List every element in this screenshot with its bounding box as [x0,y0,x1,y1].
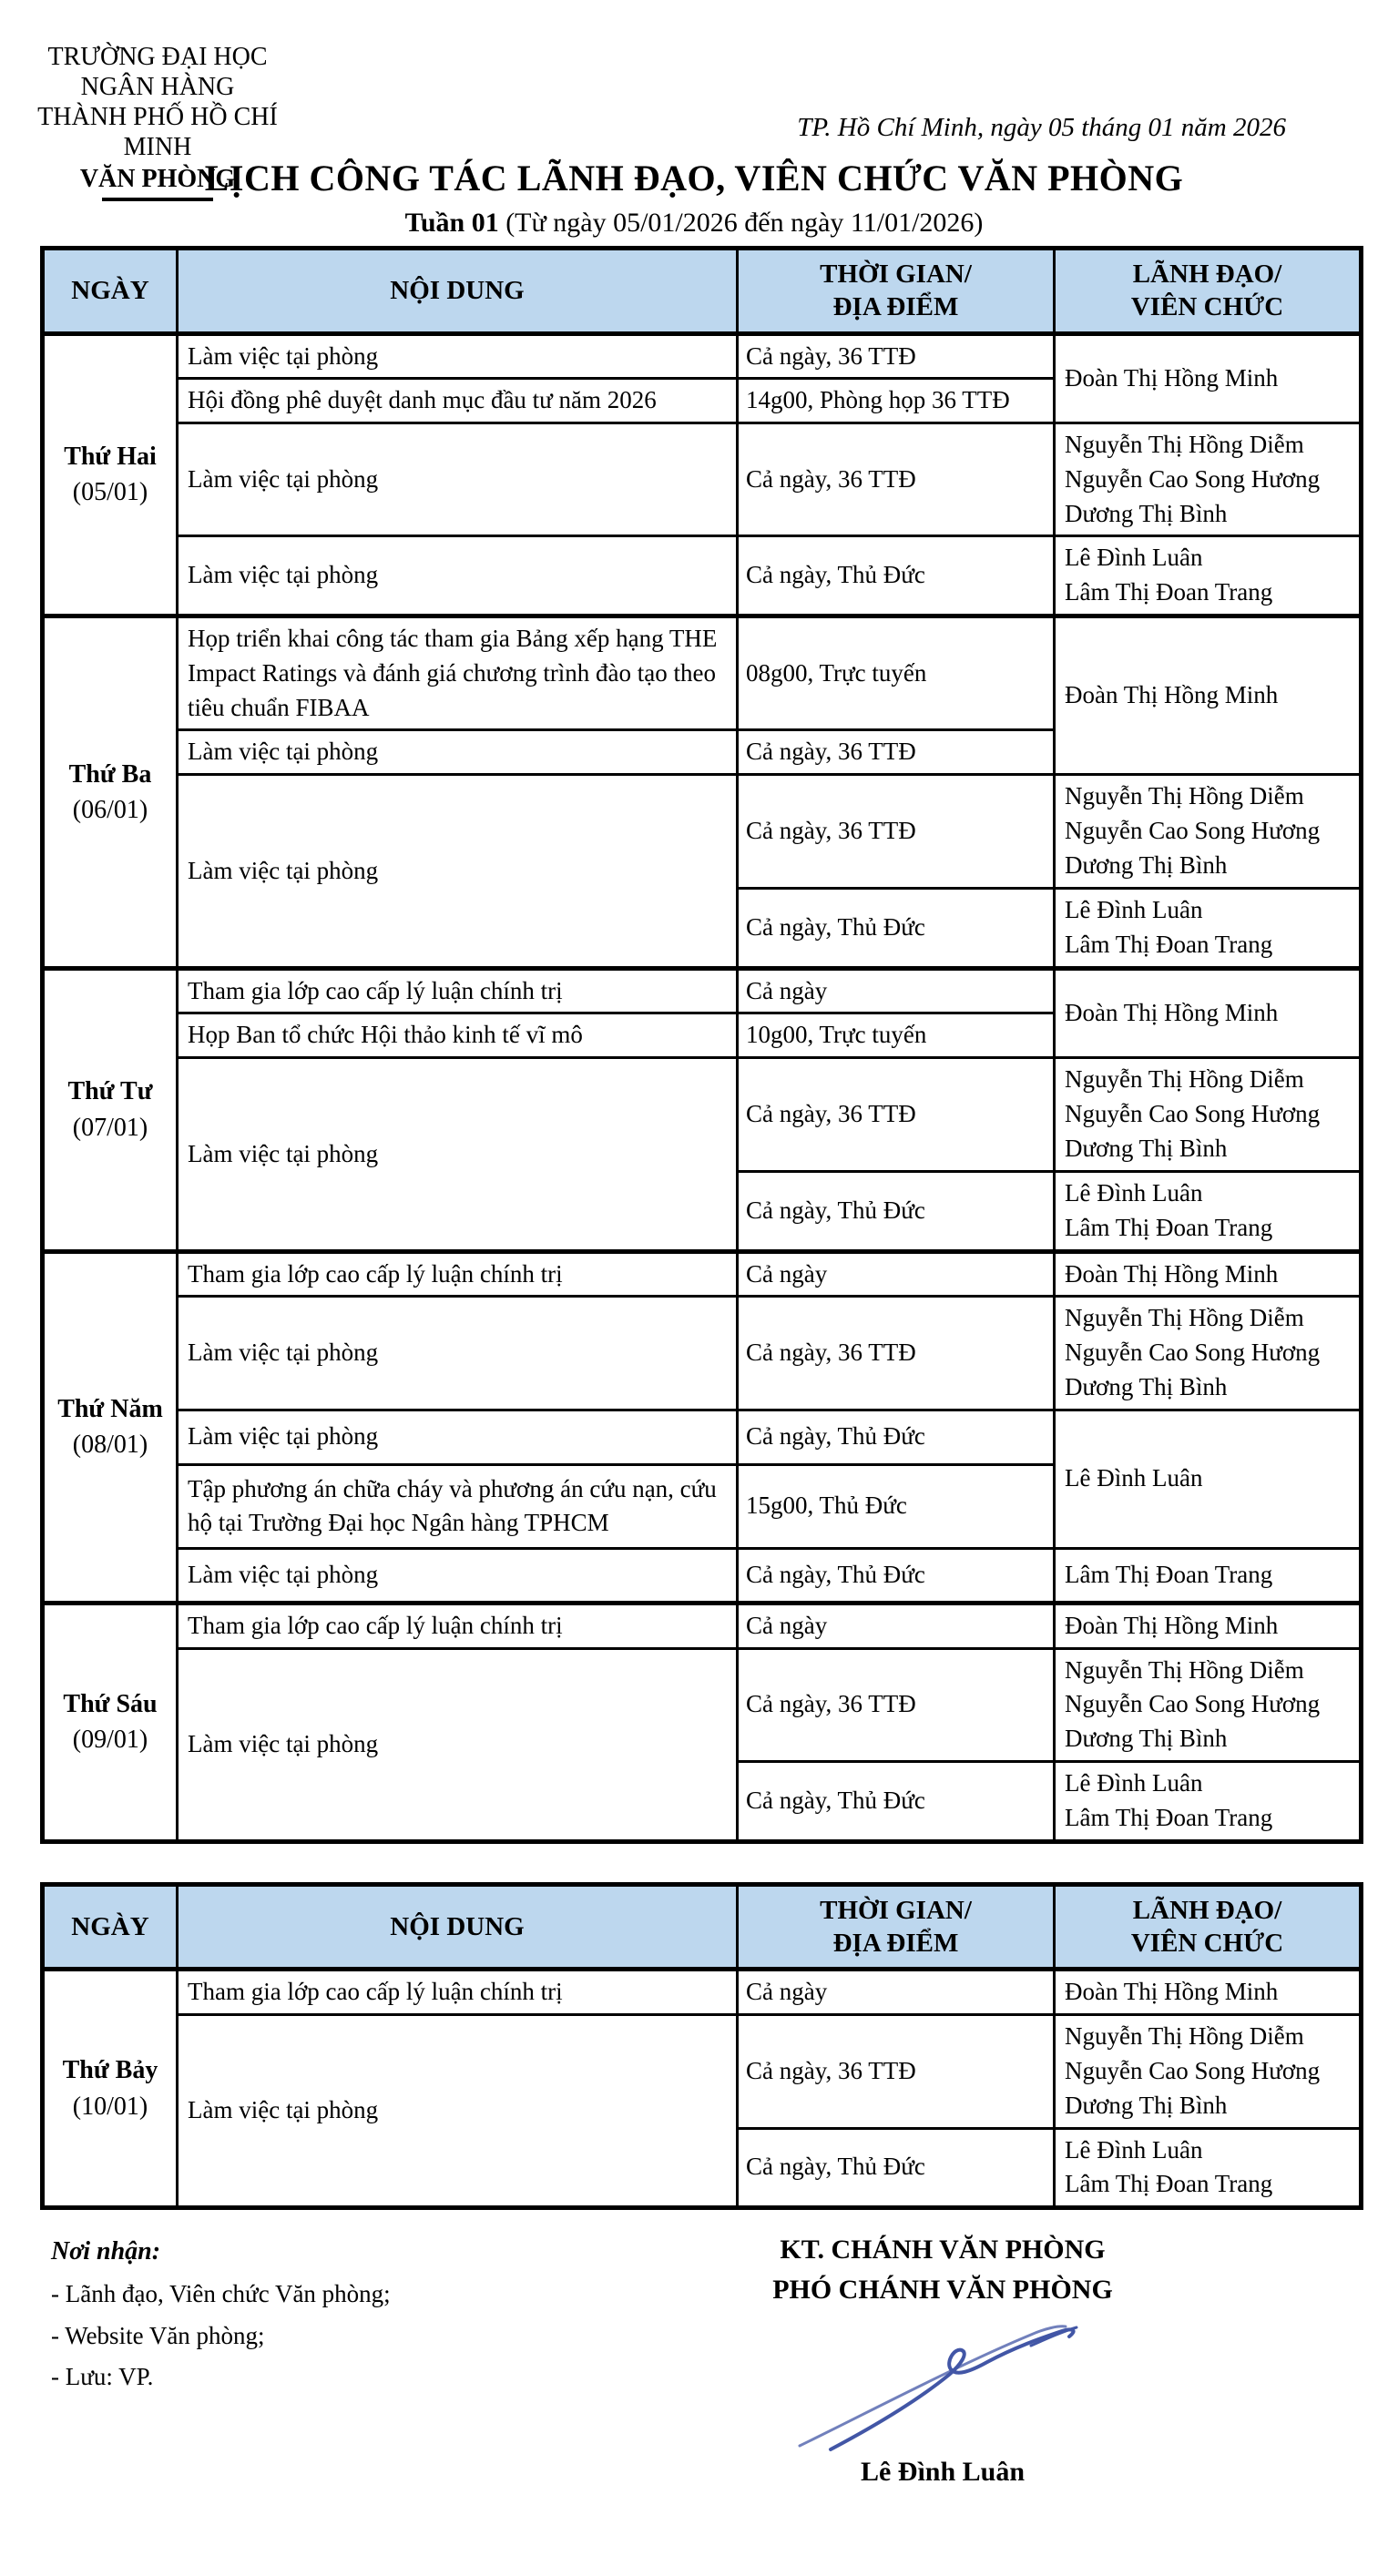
cell-staff: Nguyễn Thị Hồng Diễm Nguyễn Cao Song Hương Dương Thị Bình [1055,1297,1362,1410]
cell-time: Cả ngày, 36 TTĐ [738,775,1055,888]
header-row [43,1884,1362,1970]
cell-staff: Lê Đình Luân Lâm Thị Đoan Trang [1055,1171,1362,1251]
table-row [43,1410,1362,1464]
column-header: NGÀY [43,1884,178,1970]
column-header: LÃNH ĐẠO/ VIÊN CHỨC [1055,249,1362,334]
column-header: NỘI DUNG [178,1884,738,1970]
cell-day [43,968,178,1251]
org-line-3: VĂN PHÒNG [79,165,236,194]
cell-time: Cả ngày, Thủ Đức [738,1762,1055,1842]
table-row [43,1297,1362,1410]
table-row [43,1648,1362,1761]
recipient-item: - Lưu: VP. [51,2363,154,2391]
table-row [43,616,1362,730]
cell-content: Làm việc tại phòng [178,333,738,379]
signer-role-2: PHÓ CHÁNH VĂN PHÒNG [772,2274,1113,2305]
recipients-title: Nơi nhận: [51,2237,161,2266]
cell-time: Cả ngày, Thủ Đức [738,888,1055,968]
cell-content: Làm việc tại phòng [178,775,738,968]
column-header: NỘI DUNG [178,249,738,334]
cell-staff: Đoàn Thị Hồng Minh [1055,1251,1362,1297]
cell-time: Cả ngày, Thủ Đức [738,1410,1055,1464]
cell-staff: Lê Đình Luân [1055,1410,1362,1548]
cell-time: Cả ngày, 36 TTĐ [738,423,1055,536]
cell-staff: Nguyễn Thị Hồng Diễm Nguyễn Cao Song Hương Dương Thị Bình [1055,423,1362,536]
cell-staff: Đoàn Thị Hồng Minh [1055,333,1362,423]
cell-time: Cả ngày, 36 TTĐ [738,730,1055,775]
table-row [43,1970,1362,2015]
table-row [43,1251,1362,1297]
day-date: (06/01) [72,795,148,824]
table-row [43,2015,1362,2128]
cell-time: Cả ngày, Thủ Đức [738,1548,1055,1603]
schedule-table-saturday [40,1882,1363,2210]
document-title: LỊCH CÔNG TÁC LÃNH ĐẠO, VIÊN CHỨC VĂN PHÒNG [204,158,1184,199]
table-row [43,1603,1362,1648]
day-date: (08/01) [72,1431,148,1460]
table-row [43,968,1362,1013]
day-name: Thứ Tư [67,1077,153,1106]
schedule-table-weekdays [40,246,1363,1844]
cell-staff: Lê Đình Luân Lâm Thị Đoan Trang [1055,888,1362,968]
cell-day [43,333,178,616]
cell-content: Tham gia lớp cao cấp lý luận chính trị [178,1251,738,1297]
cell-staff: Lê Đình Luân Lâm Thị Đoan Trang [1055,1762,1362,1842]
cell-time: Cả ngày, 36 TTĐ [738,2015,1055,2128]
cell-content: Làm việc tại phòng [178,730,738,775]
cell-time: 14g00, Phòng họp 36 TTĐ [738,379,1055,423]
day-name: Thứ Sáu [63,1690,158,1719]
recipients-block [51,2230,1388,2398]
cell-time: 10g00, Trực tuyến [738,1013,1055,1058]
table-row [43,1058,1362,1171]
cell-day [43,1603,178,1841]
recipient-item: - Website Văn phòng; [51,2321,265,2349]
cell-day [43,1251,178,1603]
cell-time: Cả ngày [738,1970,1055,2015]
document-subtitle [0,208,1388,239]
cell-time: Cả ngày, 36 TTĐ [738,1648,1055,1761]
issue-date-line: TP. Hồ Chí Minh, ngày 05 tháng 01 năm 2026 [797,113,1286,142]
cell-content: Tham gia lớp cao cấp lý luận chính trị [178,968,738,1013]
cell-time: 08g00, Trực tuyến [738,616,1055,730]
day-name: Thứ Bảy [62,2056,158,2085]
recipient-item: - Lãnh đạo, Viên chức Văn phòng; [51,2279,391,2307]
cell-time: Cả ngày [738,968,1055,1013]
signer-role-1: KT. CHÁNH VĂN PHÒNG [780,2235,1106,2265]
table-row [43,775,1362,888]
day-date: (05/01) [72,478,148,507]
cell-time: Cả ngày, 36 TTĐ [738,1297,1055,1410]
cell-day [43,616,178,969]
cell-time: Cả ngày, 36 TTĐ [738,333,1055,379]
table-row [43,333,1362,379]
day-name: Thứ Ba [68,759,152,789]
cell-time: Cả ngày, 36 TTĐ [738,1058,1055,1171]
signer-name: Lê Đình Luân [860,2457,1026,2488]
cell-content: Làm việc tại phòng [178,1297,738,1410]
cell-content: Tập phương án chữa cháy và phương án cứu nạn, cứu hộ tại Trường Đại học Ngân hàng TPHCM [178,1464,738,1548]
cell-content: Làm việc tại phòng [178,1410,738,1464]
table-row [43,1548,1362,1603]
cell-day [43,1970,178,2208]
cell-staff: Đoàn Thị Hồng Minh [1055,1970,1362,2015]
cell-staff: Lâm Thị Đoan Trang [1055,1548,1362,1603]
cell-staff: Nguyễn Thị Hồng Diễm Nguyễn Cao Song Hương Dương Thị Bình [1055,1058,1362,1171]
cell-content: Họp triển khai công tác tham gia Bảng xếp hạng THE Impact Ratings và đánh giá chương trình đào tạo theo tiêu chuẩn FIBAA [178,616,738,730]
column-header: THỜI GIAN/ ĐỊA ĐIỂM [738,1884,1055,1970]
org-line-1: TRƯỜNG ĐẠI HỌC NGÂN HÀNG [47,43,268,102]
signature-block [747,2230,1138,2488]
cell-content: Tham gia lớp cao cấp lý luận chính trị [178,1970,738,2015]
cell-content: Làm việc tại phòng [178,1548,738,1603]
cell-content: Tham gia lớp cao cấp lý luận chính trị [178,1603,738,1648]
cell-staff: Đoàn Thị Hồng Minh [1055,1603,1362,1648]
cell-content: Làm việc tại phòng [178,1058,738,1251]
cell-time: Cả ngày, Thủ Đức [738,1171,1055,1251]
cell-content: Hội đồng phê duyệt danh mục đầu tư năm 2026 [178,379,738,423]
cell-time: 15g00, Thủ Đức [738,1464,1055,1548]
day-date: (09/01) [72,1726,148,1755]
day-date: (07/01) [72,1113,148,1142]
day-name: Thứ Hai [64,443,157,472]
letterhead [0,0,1388,246]
table-row [43,536,1362,616]
cell-time: Cả ngày, Thủ Đức [738,2128,1055,2208]
cell-content: Làm việc tại phòng [178,2015,738,2208]
day-date: (10/01) [72,2092,148,2121]
signature-image [792,2318,1093,2455]
subtitle-week: Tuần 01 [404,208,499,238]
cell-staff: Nguyễn Thị Hồng Diễm Nguyễn Cao Song Hương Dương Thị Bình [1055,2015,1362,2128]
subtitle-range: (Từ ngày 05/01/2026 đến ngày 11/01/2026) [498,208,984,238]
column-header: THỜI GIAN/ ĐỊA ĐIỂM [738,249,1055,334]
cell-content: Làm việc tại phòng [178,1648,738,1841]
cell-staff: Lê Đình Luân Lâm Thị Đoan Trang [1055,2128,1362,2208]
cell-staff: Đoàn Thị Hồng Minh [1055,968,1362,1058]
cell-staff: Nguyễn Thị Hồng Diễm Nguyễn Cao Song Hương Dương Thị Bình [1055,775,1362,888]
cell-content: Làm việc tại phòng [178,423,738,536]
cell-time: Cả ngày [738,1603,1055,1648]
cell-staff: Đoàn Thị Hồng Minh [1055,616,1362,775]
day-name: Thứ Năm [57,1395,163,1424]
table-row [43,423,1362,536]
cell-content: Họp Ban tổ chức Hội thảo kinh tế vĩ mô [178,1013,738,1058]
column-header: NGÀY [43,249,178,334]
header-row [43,249,1362,334]
cell-content: Làm việc tại phòng [178,536,738,616]
footer [0,2230,1388,2576]
cell-time: Cả ngày, Thủ Đức [738,536,1055,616]
org-line-2: THÀNH PHỐ HỒ CHÍ MINH [37,103,278,162]
cell-staff: Lê Đình Luân Lâm Thị Đoan Trang [1055,536,1362,616]
column-header: LÃNH ĐẠO/ VIÊN CHỨC [1055,1884,1362,1970]
cell-time: Cả ngày [738,1251,1055,1297]
cell-staff: Nguyễn Thị Hồng Diễm Nguyễn Cao Song Hương Dương Thị Bình [1055,1648,1362,1761]
